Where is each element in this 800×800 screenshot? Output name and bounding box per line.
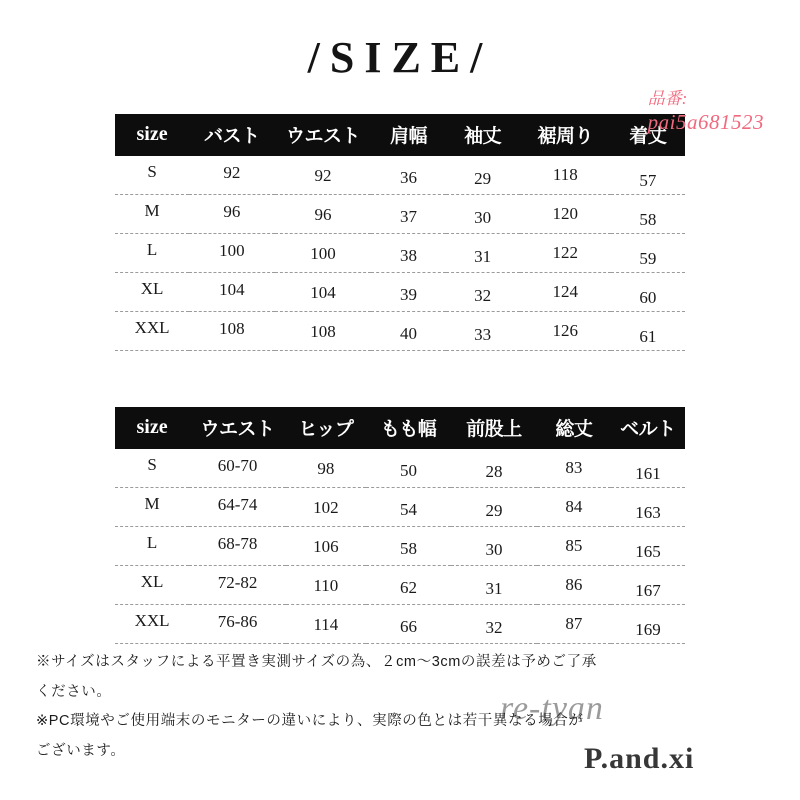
cell-belt: 169 bbox=[611, 605, 685, 644]
cell-waist: 104 bbox=[275, 273, 372, 312]
cell-size: S bbox=[115, 156, 189, 195]
column-header-waist: ウエスト bbox=[189, 407, 286, 449]
column-header-thigh: もも幅 bbox=[366, 407, 452, 449]
note-line: ※PC環境やご使用端末のモニターの違いにより、実際の色とは若干異なる場合が bbox=[36, 713, 584, 730]
table-row bbox=[115, 605, 685, 644]
cell-size: L bbox=[115, 527, 189, 566]
cell-sleeve: 31 bbox=[446, 234, 520, 273]
cell-total-length: 86 bbox=[537, 566, 611, 605]
cell-waist: 92 bbox=[275, 156, 372, 195]
cell-hip: 110 bbox=[286, 566, 366, 605]
cell-size: XL bbox=[115, 566, 189, 605]
cell-length: 57 bbox=[611, 156, 685, 195]
column-header-rise: 前股上 bbox=[451, 407, 537, 449]
cell-waist: 68-78 bbox=[189, 527, 286, 566]
table-row bbox=[115, 156, 685, 195]
cell-bust: 104 bbox=[189, 273, 275, 312]
cell-length: 60 bbox=[611, 273, 685, 312]
bottom-size-table bbox=[115, 407, 685, 644]
cell-shoulder: 36 bbox=[371, 156, 445, 195]
cell-bust: 108 bbox=[189, 312, 275, 351]
cell-thigh: 66 bbox=[366, 605, 452, 644]
cell-sleeve: 30 bbox=[446, 195, 520, 234]
top-size-table-head bbox=[115, 114, 685, 156]
cell-size: XXL bbox=[115, 312, 189, 351]
column-header-bust: バスト bbox=[189, 114, 275, 156]
cell-shoulder: 40 bbox=[371, 312, 445, 351]
cell-belt: 167 bbox=[611, 566, 685, 605]
cell-waist: 76-86 bbox=[189, 605, 286, 644]
size-notes bbox=[36, 648, 764, 767]
cell-rise: 30 bbox=[451, 527, 537, 566]
cell-rise: 29 bbox=[451, 488, 537, 527]
cell-thigh: 58 bbox=[366, 527, 452, 566]
column-header-total-length: 総丈 bbox=[537, 407, 611, 449]
cell-hip: 102 bbox=[286, 488, 366, 527]
column-header-shoulder: 肩幅 bbox=[371, 114, 445, 156]
table-row bbox=[115, 449, 685, 488]
cell-length: 58 bbox=[611, 195, 685, 234]
cell-sleeve: 32 bbox=[446, 273, 520, 312]
cell-belt: 163 bbox=[611, 488, 685, 527]
cell-bust: 100 bbox=[189, 234, 275, 273]
cell-hip: 98 bbox=[286, 449, 366, 488]
table-row bbox=[115, 234, 685, 273]
cell-hem: 122 bbox=[520, 234, 611, 273]
cell-waist: 72-82 bbox=[189, 566, 286, 605]
top-size-table bbox=[115, 114, 685, 351]
top-size-table-block bbox=[115, 114, 685, 351]
top-size-table-body bbox=[115, 156, 685, 351]
cell-waist: 64-74 bbox=[189, 488, 286, 527]
cell-rise: 28 bbox=[451, 449, 537, 488]
note-line: ございます。 bbox=[36, 743, 126, 760]
cell-size: L bbox=[115, 234, 189, 273]
cell-size: M bbox=[115, 488, 189, 527]
product-code bbox=[648, 88, 764, 136]
cell-bust: 96 bbox=[189, 195, 275, 234]
cell-total-length: 84 bbox=[537, 488, 611, 527]
watermark-shop-name: re-tyan bbox=[500, 690, 604, 727]
cell-thigh: 62 bbox=[366, 566, 452, 605]
table-header-row bbox=[115, 407, 685, 449]
cell-hem: 124 bbox=[520, 273, 611, 312]
cell-size: M bbox=[115, 195, 189, 234]
cell-thigh: 54 bbox=[366, 488, 452, 527]
table-row bbox=[115, 527, 685, 566]
table-row bbox=[115, 566, 685, 605]
watermark-brand-logo: P.and.xi bbox=[584, 742, 695, 775]
product-code-label: 品番: bbox=[647, 89, 688, 108]
bottom-size-table-body bbox=[115, 449, 685, 644]
cell-sleeve: 33 bbox=[446, 312, 520, 351]
cell-waist: 100 bbox=[275, 234, 372, 273]
column-header-size: size bbox=[115, 114, 189, 156]
cell-rise: 32 bbox=[451, 605, 537, 644]
table-row bbox=[115, 312, 685, 351]
column-header-size: size bbox=[115, 407, 189, 449]
cell-size: XL bbox=[115, 273, 189, 312]
cell-total-length: 87 bbox=[537, 605, 611, 644]
cell-waist: 108 bbox=[275, 312, 372, 351]
product-code-value: pai5a681523 bbox=[647, 110, 764, 135]
cell-size: S bbox=[115, 449, 189, 488]
table-row bbox=[115, 273, 685, 312]
cell-hip: 114 bbox=[286, 605, 366, 644]
cell-rise: 31 bbox=[451, 566, 537, 605]
cell-size: XXL bbox=[115, 605, 189, 644]
column-header-length: 着丈 bbox=[611, 114, 685, 156]
cell-waist: 60-70 bbox=[189, 449, 286, 488]
cell-shoulder: 38 bbox=[371, 234, 445, 273]
column-header-belt: ベルト bbox=[611, 407, 685, 449]
cell-thigh: 50 bbox=[366, 449, 452, 488]
note-line: ※サイズはスタッフによる平置き実測サイズの為、２cm〜3cmの誤差は予めご了承 bbox=[36, 654, 597, 670]
table-row bbox=[115, 488, 685, 527]
cell-belt: 165 bbox=[611, 527, 685, 566]
cell-waist: 96 bbox=[275, 195, 372, 234]
table-header-row bbox=[115, 114, 685, 156]
table-row bbox=[115, 195, 685, 234]
note-line: ください。 bbox=[36, 683, 112, 700]
cell-hem: 118 bbox=[520, 156, 611, 195]
cell-total-length: 83 bbox=[537, 449, 611, 488]
cell-hem: 126 bbox=[520, 312, 611, 351]
cell-shoulder: 37 bbox=[371, 195, 445, 234]
column-header-hip: ヒップ bbox=[286, 407, 366, 449]
cell-length: 61 bbox=[611, 312, 685, 351]
cell-shoulder: 39 bbox=[371, 273, 445, 312]
cell-hip: 106 bbox=[286, 527, 366, 566]
cell-length: 59 bbox=[611, 234, 685, 273]
column-header-waist: ウエスト bbox=[275, 114, 372, 156]
cell-hem: 120 bbox=[520, 195, 611, 234]
column-header-sleeve: 袖丈 bbox=[446, 114, 520, 156]
cell-bust: 92 bbox=[189, 156, 275, 195]
cell-total-length: 85 bbox=[537, 527, 611, 566]
page-title: /SIZE/ bbox=[307, 33, 493, 82]
cell-sleeve: 29 bbox=[446, 156, 520, 195]
cell-belt: 161 bbox=[611, 449, 685, 488]
column-header-hem: 裾周り bbox=[520, 114, 611, 156]
bottom-size-table-head bbox=[115, 407, 685, 449]
bottom-size-table-block bbox=[115, 407, 685, 644]
